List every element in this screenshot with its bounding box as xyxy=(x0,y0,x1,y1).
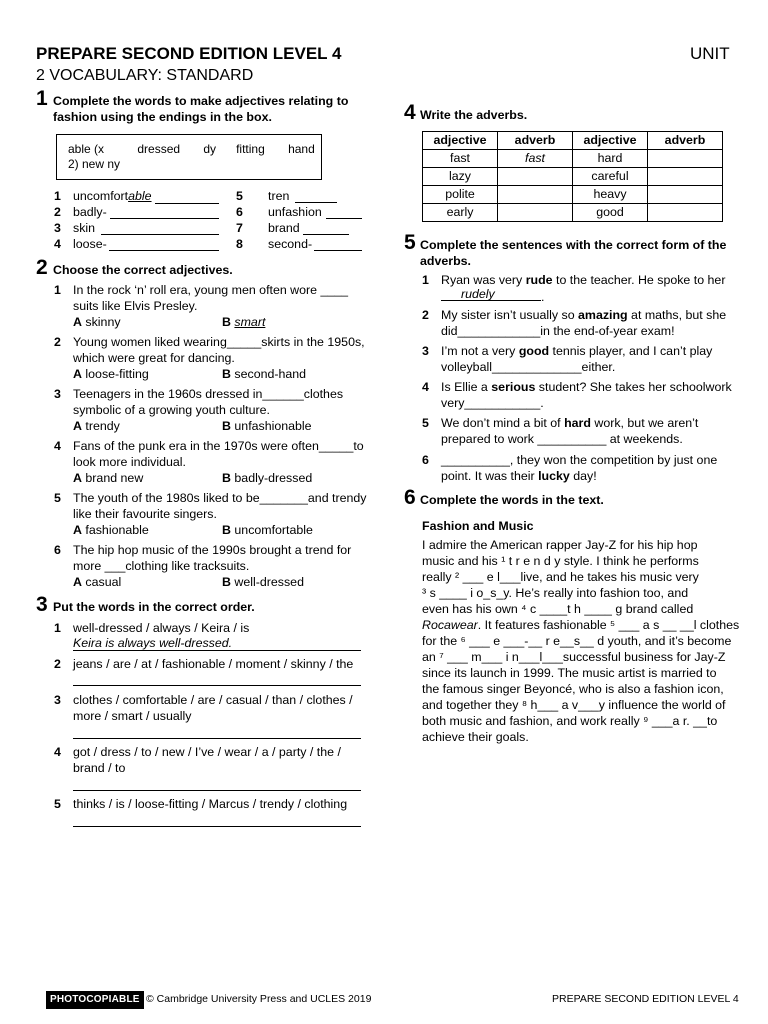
s1-item-number: 1 xyxy=(54,189,61,203)
table-row xyxy=(423,186,723,204)
s5-item-line2: did____________in the end-of-year exam! xyxy=(441,324,675,338)
s5-adjective: serious xyxy=(491,380,536,394)
table-cell: lazy xyxy=(423,168,498,186)
section-4-number: 4 xyxy=(404,101,416,124)
s5-text: tennis player, and I can’t play xyxy=(549,344,713,358)
s5-item-number: 1 xyxy=(422,273,429,287)
table-header-cell: adverb xyxy=(648,132,723,150)
option-letter: A xyxy=(73,471,82,485)
table-cell-blank[interactable] xyxy=(648,150,723,168)
s5-adjective: rude xyxy=(525,273,553,287)
s5-item-line2: volleyball_____________either. xyxy=(441,360,616,374)
answer-line xyxy=(73,650,361,651)
s2-option-a[interactable] xyxy=(73,575,121,591)
table-cell-blank[interactable] xyxy=(498,168,573,186)
s1-item-answer: able xyxy=(128,189,152,203)
table-row xyxy=(423,168,723,186)
option-text: skinny xyxy=(85,315,121,329)
text-line: I admire the American rapper Jay-Z for his hip hop xyxy=(422,538,698,552)
section-1-instruction-line1: Complete the words to make adjectives relating to xyxy=(53,94,349,108)
section-6-instruction: Complete the words in the text. xyxy=(420,493,604,507)
answer-line xyxy=(295,202,337,203)
s5-item-number: 5 xyxy=(422,416,429,430)
s5-item-line1 xyxy=(441,380,732,396)
answer-line xyxy=(73,685,361,686)
s2-item-line1: Teenagers in the 1960s dressed in______clothes xyxy=(73,387,344,401)
s2-option-b[interactable] xyxy=(222,471,312,487)
table-header-row xyxy=(423,132,723,150)
answer-line xyxy=(155,203,219,204)
s5-adjective: hard xyxy=(564,416,591,430)
s2-item-line1: The youth of the 1980s liked to be_______and trendy xyxy=(73,491,367,505)
s2-item-number: 6 xyxy=(54,543,61,557)
s3-item-answer: Keira is always well-dressed. xyxy=(73,636,233,650)
section-2-number: 2 xyxy=(36,256,48,279)
s5-item-line1 xyxy=(441,308,726,324)
s2-item-number: 4 xyxy=(54,439,61,453)
option-text: smart xyxy=(234,315,266,329)
copyright-text: © Cambridge University Press and UCLES 2019 xyxy=(146,993,372,1005)
s5-text: at maths, but she xyxy=(627,308,727,322)
s2-item-line2: which were great for dancing. xyxy=(73,351,235,365)
s5-adjective: good xyxy=(518,344,550,358)
s5-item-number: 4 xyxy=(422,380,429,394)
s5-text: day! xyxy=(569,469,597,483)
s2-option-b[interactable] xyxy=(222,419,312,435)
s5-item-line2: prepared to work __________ at weekends. xyxy=(441,432,683,446)
answer-line xyxy=(73,738,361,739)
unit-label: UNIT xyxy=(690,44,730,63)
option-text: well-dressed xyxy=(234,575,304,589)
s3-item-words: got / dress / to / new / I’ve / wear / a / party / the / xyxy=(73,745,341,759)
s5-item-line1 xyxy=(441,416,698,432)
s5-item-line2 xyxy=(441,469,597,485)
s1-item-text: unfashion xyxy=(268,205,322,219)
table-cell-blank[interactable] xyxy=(498,186,573,204)
s2-item-line1: In the rock ‘n’ roll era, young men often wore ____ xyxy=(73,283,349,297)
s1-item-number: 8 xyxy=(236,237,243,251)
table-cell-blank[interactable] xyxy=(648,186,723,204)
s1-item-text: brand xyxy=(268,221,300,235)
table-cell-blank[interactable] xyxy=(648,168,723,186)
s3-item-words-cont: brand / to xyxy=(73,761,126,775)
table-header-cell: adverb xyxy=(498,132,573,150)
section-1-instruction-line2: fashion using the endings in the box. xyxy=(53,110,272,124)
s2-item-number: 1 xyxy=(54,283,61,297)
s1-item-text: tren xyxy=(268,189,290,203)
answer-blank xyxy=(441,289,541,301)
text-line: for the ⁶ ___ e ___-__ r e__s__ d youth, and it’s become xyxy=(422,634,732,648)
s2-option-a[interactable] xyxy=(73,419,120,435)
s5-item-line2: very___________. xyxy=(441,396,544,410)
s5-text: I’m not a very xyxy=(441,344,519,358)
answer-line xyxy=(110,218,219,219)
endings-box-line1: able (x dressed dy fitting hand xyxy=(68,142,315,156)
text-line: Rocawear. It features fashionable ⁵ ___ a s __ __l clothes xyxy=(422,618,740,632)
section-5-instruction-line1: Complete the sentences with the correct form of the xyxy=(420,238,727,252)
option-letter: B xyxy=(222,419,231,433)
s5-text: to the teacher. He spoke to her xyxy=(552,273,726,287)
s3-item-number: 2 xyxy=(54,657,61,671)
option-letter: A xyxy=(73,419,82,433)
option-text: loose-fitting xyxy=(85,367,149,381)
s2-item-line2: suits like Elvis Presley. xyxy=(73,299,198,313)
s1-item-number: 6 xyxy=(236,205,243,219)
s3-item-words-cont: more / smart / usually xyxy=(73,709,192,723)
table-cell: hard xyxy=(573,150,648,168)
text-line: really ² ___ e l___live, and he takes his music very xyxy=(422,570,699,584)
option-text: brand new xyxy=(85,471,144,485)
option-letter: B xyxy=(222,315,231,329)
s2-item-line2: like their favourite singers. xyxy=(73,507,217,521)
s5-item-number: 3 xyxy=(422,344,429,358)
s3-item-words: jeans / are / at / fashionable / moment / skinny / the xyxy=(73,657,354,671)
answer-line xyxy=(314,250,362,251)
s5-text: Is Ellie a xyxy=(441,380,492,394)
s5-item-number: 6 xyxy=(422,453,429,467)
brand-name: Rocawear xyxy=(422,618,478,632)
s2-item-line1: Fans of the punk era in the 1970s were often_____to xyxy=(73,439,364,453)
s1-item-text: skin xyxy=(73,221,96,235)
s5-item-line1: __________, they won the competition by just one xyxy=(441,453,718,467)
s2-item-line1: Young women liked wearing_____skirts in the 1950s, xyxy=(73,335,365,349)
table-cell: early xyxy=(423,204,498,222)
s2-item-line2: symbolic of a growing youth culture. xyxy=(73,403,270,417)
s3-item-number: 5 xyxy=(54,797,61,811)
answer-line xyxy=(326,218,362,219)
endings-box-line2: 2) new ny xyxy=(68,157,121,171)
text-line: music and his ¹ t r e n d y style. I think he performs xyxy=(422,554,699,568)
text-line: the famous singer Beyoncé, who is also a fashion icon, xyxy=(422,682,724,696)
answer-line xyxy=(73,790,361,791)
s3-item-number: 4 xyxy=(54,745,61,759)
page-title: PREPARE SECOND EDITION LEVEL 4 xyxy=(36,44,342,63)
s3-item-number: 3 xyxy=(54,693,61,707)
adverbs-table xyxy=(422,131,723,222)
option-letter: A xyxy=(73,575,82,589)
s5-text: We don’t mind a bit of xyxy=(441,416,565,430)
s2-item-number: 5 xyxy=(54,491,61,505)
option-letter: B xyxy=(222,523,231,537)
s2-option-a[interactable] xyxy=(73,523,149,539)
s3-item-number: 1 xyxy=(54,621,61,635)
option-text: unfashionable xyxy=(234,419,312,433)
s5-item-line2 xyxy=(441,289,544,306)
s3-item-words: clothes / comfortable / are / casual / than / clothes / xyxy=(73,693,353,707)
text-line: achieve their goals. xyxy=(422,730,529,744)
text-line: even has his own ⁴ c ____t h ____ g brand called xyxy=(422,602,694,616)
s5-adjective: amazing xyxy=(578,308,628,322)
text-line: and together they ⁸ h___ a v___y influence the world of xyxy=(422,698,726,712)
option-text: casual xyxy=(85,575,122,589)
s1-item-text: badly- xyxy=(73,205,107,219)
s1-item-number: 2 xyxy=(54,205,61,219)
s2-item-line1: The hip hop music of the 1990s brought a trend for xyxy=(73,543,352,557)
s1-item-number: 5 xyxy=(236,189,243,203)
section-4-instruction: Write the adverbs. xyxy=(420,108,528,122)
answer-line xyxy=(303,234,349,235)
s5-text: My sister isn’t usually so xyxy=(441,308,579,322)
answer-line xyxy=(73,826,361,827)
option-letter: B xyxy=(222,575,231,589)
table-header-cell: adjective xyxy=(573,132,648,150)
s5-text: student? She takes her schoolwork xyxy=(535,380,732,394)
s5-adjective: lucky xyxy=(538,469,570,483)
table-row xyxy=(423,204,723,222)
footer-level: PREPARE SECOND EDITION LEVEL 4 xyxy=(552,993,739,1005)
s2-item-line2: look more individual. xyxy=(73,455,186,469)
table-row xyxy=(423,150,723,168)
s1-item-number: 4 xyxy=(54,237,61,251)
option-letter: A xyxy=(73,315,82,329)
option-text: second-hand xyxy=(234,367,307,381)
section-1-number: 1 xyxy=(36,87,48,110)
s5-item-number: 2 xyxy=(422,308,429,322)
s2-item-line2: more ___clothing like tracksuits. xyxy=(73,559,250,573)
table-cell-answer: fast xyxy=(498,150,573,168)
s1-item-text: uncomfort xyxy=(73,189,129,203)
s2-option-a[interactable] xyxy=(73,367,149,383)
s1-item-number: 7 xyxy=(236,221,243,235)
section-2-instruction: Choose the correct adjectives. xyxy=(53,263,233,277)
answer-line xyxy=(109,250,219,251)
s1-item-text: loose- xyxy=(73,237,107,251)
table-cell-blank[interactable] xyxy=(498,204,573,222)
option-letter: B xyxy=(222,367,231,381)
option-text: badly-dressed xyxy=(234,471,313,485)
answer-line xyxy=(101,234,219,235)
s3-item-words: thinks / is / loose-fitting / Marcus / trendy / clothing xyxy=(73,797,348,811)
s5-text: work, but we aren’t xyxy=(590,416,699,430)
s2-option-a[interactable] xyxy=(73,471,143,487)
s3-item-words: well-dressed / always / Keira / is xyxy=(73,621,250,635)
s2-item-number: 2 xyxy=(54,335,61,349)
table-cell-blank[interactable] xyxy=(648,204,723,222)
text-line: an ⁷ ___ m___ i n___l___successful business for Jay-Z xyxy=(422,650,726,664)
option-text: uncomfortable xyxy=(234,523,313,537)
s1-item-number: 3 xyxy=(54,221,61,235)
table-cell: heavy xyxy=(573,186,648,204)
section-5-instruction-line2: adverbs. xyxy=(420,254,471,268)
s2-item-number: 3 xyxy=(54,387,61,401)
text-line: both music and fashion, and work really ⁹ ___a r. __to xyxy=(422,714,718,728)
s2-option-a[interactable] xyxy=(73,315,121,331)
text-line: since its launch in 1999. The music artist is married to xyxy=(422,666,717,680)
s5-text: . xyxy=(541,290,545,304)
option-letter: A xyxy=(73,523,82,537)
option-text: fashionable xyxy=(85,523,149,537)
section-6-number: 6 xyxy=(404,486,416,509)
table-cell: careful xyxy=(573,168,648,186)
option-letter: B xyxy=(222,471,231,485)
table-header-cell: adjective xyxy=(423,132,498,150)
s5-text: point. It was their xyxy=(441,469,539,483)
table-cell: good xyxy=(573,204,648,222)
s5-answer: rudely xyxy=(461,287,495,301)
text-line: ³ s ____ i o_s_y. He’s really into fashion too, and xyxy=(422,586,689,600)
page-subtitle: 2 VOCABULARY: STANDARD xyxy=(36,67,254,84)
s2-option-b[interactable] xyxy=(222,367,306,383)
s1-item-text: second- xyxy=(268,237,313,251)
option-letter: A xyxy=(73,367,82,381)
photocopiable-badge: PHOTOCOPIABLE xyxy=(46,991,144,1009)
s2-option-b[interactable] xyxy=(222,523,313,539)
s2-option-b[interactable] xyxy=(222,575,304,591)
s5-item-line1 xyxy=(441,344,712,360)
s2-option-b[interactable] xyxy=(222,315,265,331)
text-heading: Fashion and Music xyxy=(422,519,534,533)
section-3-number: 3 xyxy=(36,593,48,616)
table-cell: polite xyxy=(423,186,498,204)
s5-text: Ryan was very xyxy=(441,273,526,287)
option-text: trendy xyxy=(85,419,120,433)
section-5-number: 5 xyxy=(404,231,416,254)
table-cell: fast xyxy=(423,150,498,168)
section-3-instruction: Put the words in the correct order. xyxy=(53,600,255,614)
s1-item-1 xyxy=(73,189,152,205)
